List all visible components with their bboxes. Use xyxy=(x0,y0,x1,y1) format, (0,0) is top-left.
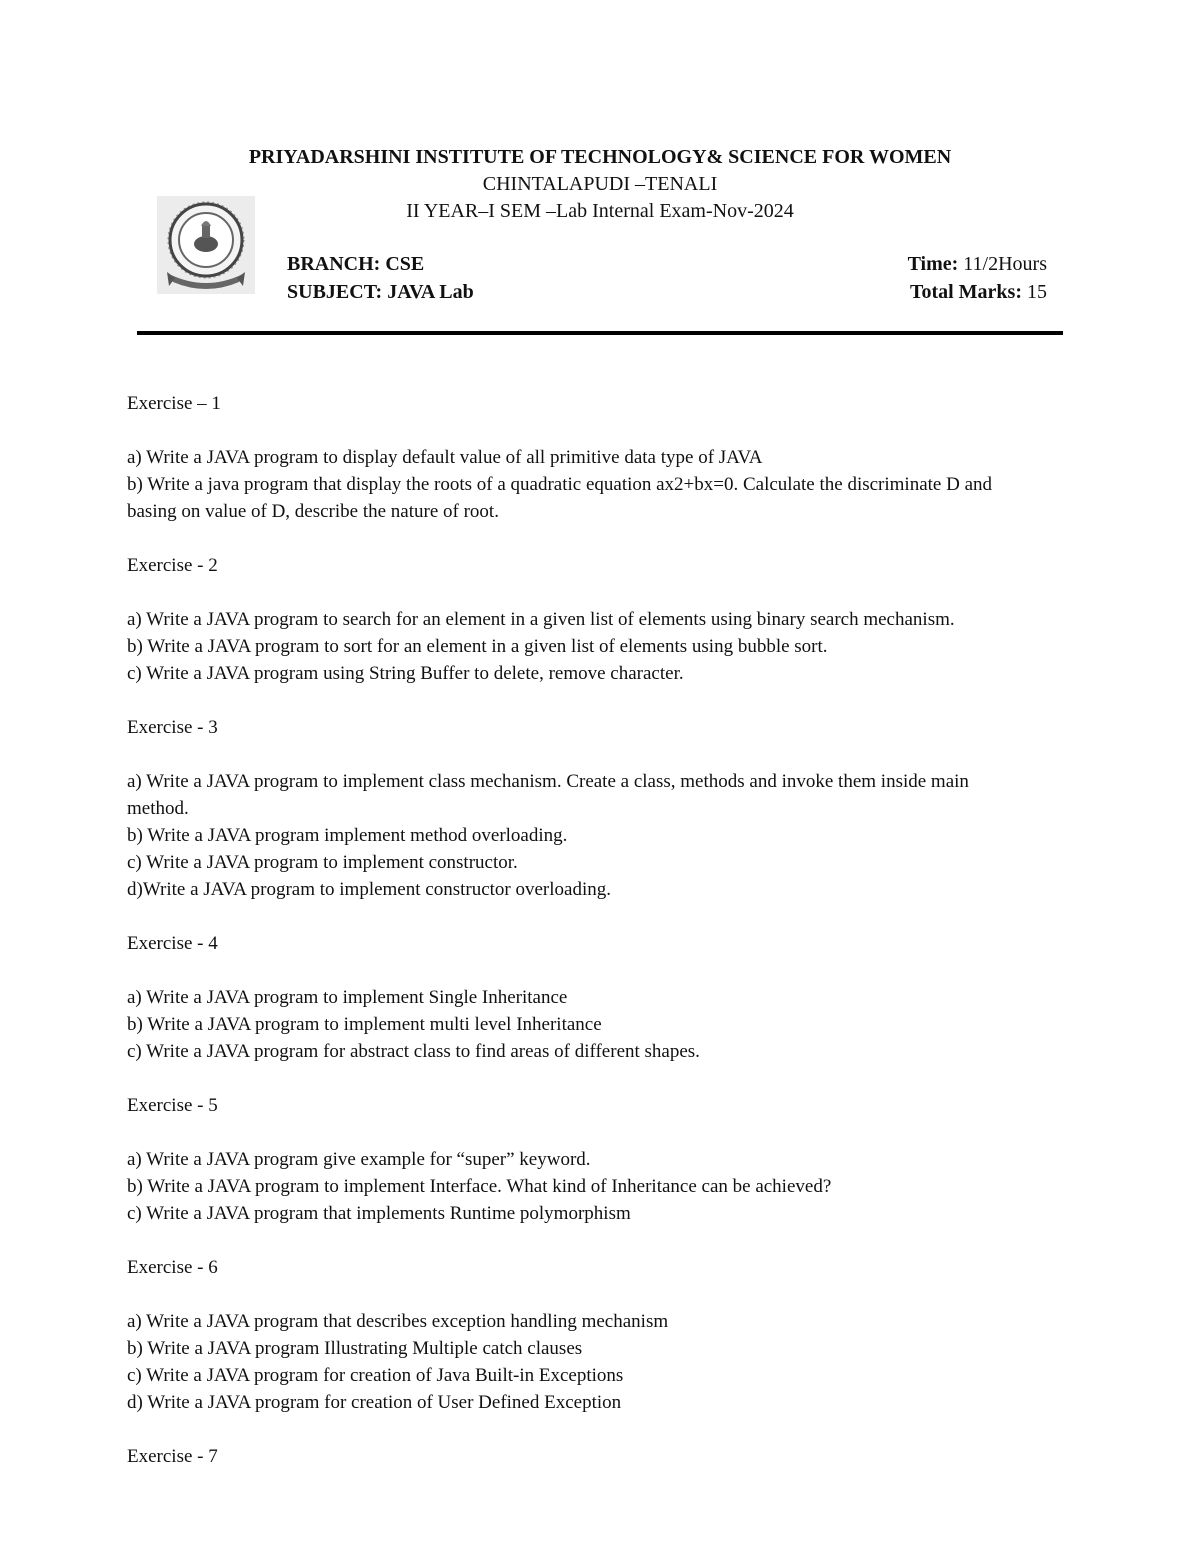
exercise-items xyxy=(127,606,1007,687)
institute-name: PRIYADARSHINI INSTITUTE OF TECHNOLOGY& SCIENCE FOR WOMEN xyxy=(248,146,952,168)
exercise-items xyxy=(127,1146,1007,1227)
exercise-item: b) Write a JAVA program Illustrating Multiple catch clauses xyxy=(127,1338,583,1359)
institute-location: CHINTALAPUDI –TENALI xyxy=(482,173,718,195)
exercise-item: b) Write a JAVA program to sort for an element in a given list of elements using bubble sort. xyxy=(127,636,828,657)
marks-line xyxy=(908,278,1047,306)
exercise-item: d) Write a JAVA program for creation of User Defined Exception xyxy=(127,1392,622,1413)
exercise-item: a) Write a JAVA program that describes exception handling mechanism xyxy=(127,1311,669,1332)
exercise-item: c) Write a JAVA program for abstract class to find areas of different shapes. xyxy=(127,1041,700,1062)
exercise-title: Exercise - 4 xyxy=(127,933,218,954)
marks-label: Total Marks: xyxy=(909,281,1022,303)
subject-label: SUBJECT: JAVA Lab xyxy=(287,281,474,303)
exercise-items xyxy=(127,984,1007,1065)
exam-meta-left xyxy=(287,250,474,306)
exercise-item: a) Write a JAVA program to implement Single Inheritance xyxy=(127,987,568,1008)
exercise-item: a) Write a JAVA program to search for an element in a given list of elements using binary search mechanism. xyxy=(127,609,955,630)
exam-meta-right xyxy=(908,250,1047,306)
exercise-item: c) Write a JAVA program that implements Runtime polymorphism xyxy=(127,1203,631,1224)
exercise-item: a) Write a JAVA program to implement class mechanism. Create a class, methods and invoke them inside main method. xyxy=(127,771,969,819)
exam-title: II YEAR–I SEM –Lab Internal Exam-Nov-2024 xyxy=(406,200,794,222)
exercise-title: Exercise – 1 xyxy=(127,393,221,414)
exercise-item: a) Write a JAVA program to display default value of all primitive data type of JAVA xyxy=(127,447,763,468)
header-divider xyxy=(137,331,1063,335)
exercise-items xyxy=(127,1308,1007,1416)
time-label: Time: xyxy=(907,253,959,275)
exercise-title: Exercise - 2 xyxy=(127,555,218,576)
exercise-title: Exercise - 7 xyxy=(127,1446,218,1467)
exercise-item: b) Write a JAVA program to implement Interface. What kind of Inheritance can be achieved? xyxy=(127,1176,832,1197)
exercise-item: d)Write a JAVA program to implement constructor overloading. xyxy=(127,879,611,900)
exercise-item: c) Write a JAVA program to implement constructor. xyxy=(127,852,518,873)
college-seal-icon xyxy=(157,196,255,294)
exercise-items xyxy=(127,444,1007,525)
exercise-item: b) Write a JAVA program implement method overloading. xyxy=(127,825,568,846)
marks-value: 15 xyxy=(1022,281,1047,303)
exercise-item: c) Write a JAVA program using String Buffer to delete, remove character. xyxy=(127,663,684,684)
exercise-item: b) Write a java program that display the roots of a quadratic equation ax2+bx=0. Calculate the discriminate D and basing on value of D, describe the nature of root. xyxy=(127,474,993,522)
exercise-items xyxy=(127,768,1007,903)
exercise-title: Exercise - 3 xyxy=(127,717,218,738)
exercise-item: b) Write a JAVA program to implement multi level Inheritance xyxy=(127,1014,602,1035)
exercise-item: c) Write a JAVA program for creation of Java Built-in Exceptions xyxy=(127,1365,624,1386)
exercise-list xyxy=(127,390,1007,1497)
branch-label: BRANCH: CSE xyxy=(287,253,425,275)
exercise-item: a) Write a JAVA program give example for “super” keyword. xyxy=(127,1149,591,1170)
time-value: 11/2Hours xyxy=(958,253,1047,275)
exercise-title: Exercise - 5 xyxy=(127,1095,218,1116)
time-line xyxy=(908,250,1047,278)
exercise-title: Exercise - 6 xyxy=(127,1257,218,1278)
